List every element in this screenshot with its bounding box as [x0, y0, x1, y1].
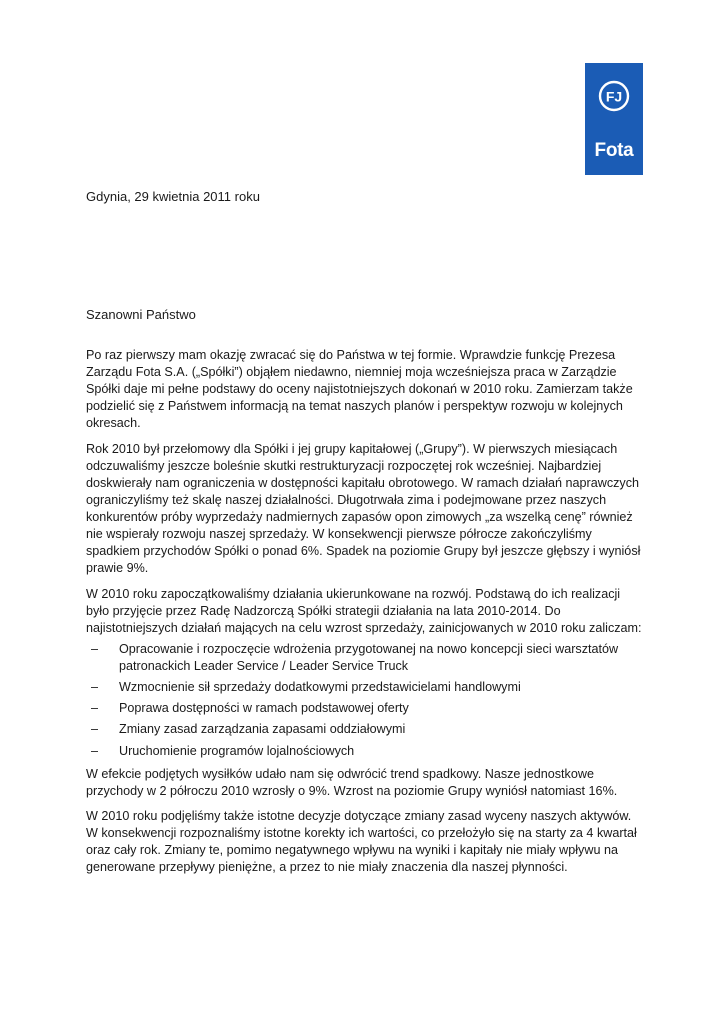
list-item — [86, 743, 646, 760]
list-item-text: Wzmocnienie sił sprzedaży dodatkowymi przedstawicielami handlowymi — [119, 680, 521, 695]
letter-date: Gdynia, 29 kwietnia 2011 roku — [86, 189, 260, 204]
list-item — [86, 641, 646, 675]
initiatives-list — [86, 641, 646, 760]
fota-emblem-icon — [598, 80, 630, 112]
paragraph: W 2010 roku podjęliśmy także istotne decyzje dotyczące zmiany zasad wyceny naszych aktywów. W konsekwencji rozpoznaliśmy istotne korekty ich wartości, co przełożyło się na starty za 4 kwartał oraz cały rok. Zmiany te, pomimo negatywnego wpływu na wyniki i kapitały nie miały wpływu na generowane przepływy pieniężne, a przez to nie miały znaczenia dla naszej płynności. — [86, 809, 637, 875]
list-item-text: Opracowanie i rozpoczęcie wdrożenia przygotowanej na nowo koncepcji sieci warsztatów patronackich Leader Service / Leader Service Truck — [119, 642, 619, 674]
emblem-letters: FJ — [605, 88, 623, 105]
list-item — [86, 700, 646, 717]
dash-marker: – — [91, 743, 99, 758]
list-item-text: Poprawa dostępności w ramach podstawowej oferty — [119, 701, 409, 716]
dash-marker: – — [91, 680, 99, 695]
paragraph: W 2010 roku zapoczątkowaliśmy działania ukierunkowane na rozwój. Podstawą do ich realizacji było przyjęcie przez Radę Nadzorczą Spółki strategii działania na lata 2010-2014. Do najistotniejszych działań mających na celu wzrost sprzedaży, zainicjowanych w 2010 roku zaliczam: — [86, 586, 642, 635]
list-item — [86, 679, 646, 696]
dash-marker: – — [91, 701, 99, 716]
letter-body — [86, 347, 646, 885]
paragraph: Po raz pierwszy mam okazję zwracać się do Państwa w tej formie. Wprawdzie funkcję Prezesa Zarządu Fota S.A. („Spółki”) objąłem niedawno, niemniej moja wcześniejsza praca w Zarządzie Spółki daje mi pełne podstawy do oceny najistotniejszych dokonań w 2010 roku. Zamierzam także podzielić się z Państwem informacją na temat naszych planów i perspektyw rozwoju w kolejnych okresach. — [86, 348, 633, 431]
brand-name: Fota — [594, 140, 634, 161]
list-item-text: Zmiany zasad zarządzania zapasami oddziałowymi — [119, 722, 406, 737]
letter-greeting: Szanowni Państwo — [86, 307, 196, 322]
list-item-text: Uruchomienie programów lojalnościowych — [119, 743, 355, 758]
fota-logo — [585, 63, 643, 175]
paragraph: Rok 2010 był przełomowy dla Spółki i jej grupy kapitałowej („Grupy”). W pierwszych miesiącach odczuwaliśmy jeszcze boleśnie skutki restrukturyzacji rozpoczętej rok wcześniej. Najbardziej doskwierały nam ograniczenia w dostępności kapitału obrotowego. W ramach działań naprawczych ograniczyliśmy też skalę naszej działalności. Długotrwała zima i podejmowane przez naszych konkurentów próby wyprzedaży nadmiernych zapasów opon zimowych „za wszelką cenę” również nie wspierały rozwoju naszej sprzedaży. W konsekwencji pierwsze półrocze zakończyliśmy spadkiem przychodów Spółki o ponad 6%. Spadek na poziomie Grupy był jeszcze głębszy i wyniósł prawie 9%. — [86, 441, 641, 576]
dash-marker: – — [91, 722, 99, 737]
dash-marker: – — [91, 642, 99, 657]
list-item — [86, 721, 646, 738]
paragraph: W efekcie podjętych wysiłków udało nam się odwrócić trend spadkowy. Nasze jednostkowe przychody w 2 półroczu 2010 wzrosły o 9%. Wzrost na poziomie Grupy wyniósł natomiast 16%. — [86, 766, 618, 798]
